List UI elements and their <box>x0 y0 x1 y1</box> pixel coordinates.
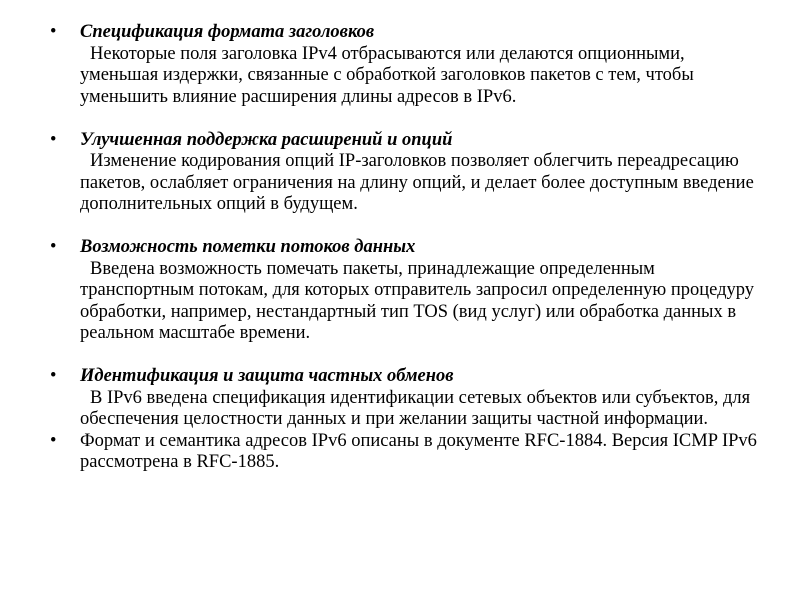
section-text: Изменение кодирования опций IP-заголовков позволяет облегчить переадресацию пакетов, ослабляет ограничения на длину опций, и делает более доступным введение дополнительных опций в будущем. <box>80 151 754 214</box>
bullet-icon: • <box>50 22 57 42</box>
section-text: Введена возможность помечать пакеты, принадлежащие определенным транспортным потокам, для которых отправитель запросил определенную процедуру обработки, например, нестандартный тип TOS (вид услуг) или обработка данных в реальном масштабе времени. <box>80 258 755 343</box>
bullet-icon: • <box>50 237 57 257</box>
section-text: Некоторые поля заголовка IPv4 отбрасываются или делаются опционными, уменьшая издержки, связанные с обработкой заголовков пакетов с тем, чтобы уменьшить влияние расширения длины адресов в IPv6. <box>80 43 694 107</box>
list-item-rfc-references <box>50 431 762 474</box>
rfc-note-text: Формат и семантика адресов IPv6 описаны в документе RFC-1884. Версия ICMP IPv6 рассмотрена в RFC-1885. <box>80 430 757 472</box>
bullet-icon: • <box>50 366 57 386</box>
section-text: В IPv6 введена спецификация идентификации сетевых объектов или субъектов, для обеспечения целостности данных и при желании защиты частной информации. <box>80 387 751 429</box>
section-heading: Возможность пометки потоков данных <box>80 237 416 257</box>
bullet-icon: • <box>50 129 57 150</box>
bullet-list <box>50 22 762 474</box>
list-item-flow-labeling <box>50 237 762 345</box>
list-item-extensions-options <box>50 130 762 216</box>
list-item-authentication-privacy <box>50 366 762 431</box>
section-heading: Идентификация и защита частных обменов <box>80 366 454 386</box>
section-heading: Улучшенная поддержка расширений и опций <box>80 129 453 150</box>
bullet-icon: • <box>50 430 57 451</box>
section-heading: Спецификация формата заголовков <box>80 22 375 42</box>
list-item-header-format <box>50 22 762 108</box>
